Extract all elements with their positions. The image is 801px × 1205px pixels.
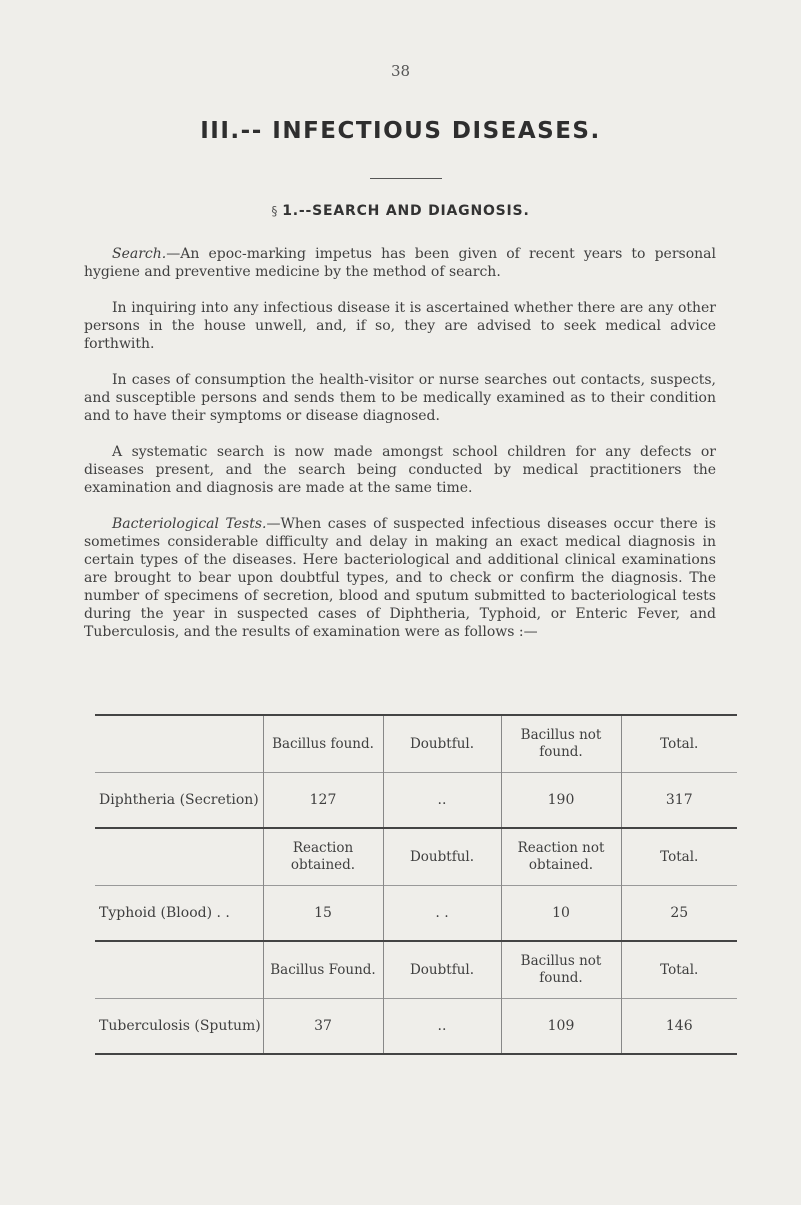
paragraph-text: In inquiring into any infectious disease it is ascertained whether there are any other persons in the house unwell, and, if so, they are advised to seek medical advice forthwith. <box>84 300 716 352</box>
header-cell: Doubtful. <box>383 828 501 886</box>
table-row <box>95 886 737 942</box>
table-header-row <box>95 941 737 999</box>
paragraph-lead: Search. <box>112 246 167 262</box>
table-cell: .. <box>383 999 501 1055</box>
table-header-row <box>95 715 737 773</box>
header-cell <box>95 715 263 773</box>
paragraph-bacteriological <box>84 515 716 641</box>
title-divider <box>370 178 442 179</box>
header-cell: Bacillus Found. <box>263 941 383 999</box>
table-cell: 190 <box>501 773 621 829</box>
table-row <box>95 773 737 829</box>
paragraph-text: —An epoc-marking impetus has been given of recent years to personal hygiene and preventive medicine by the method of search. <box>84 246 716 280</box>
table-cell: .. <box>383 773 501 829</box>
paragraph-text: A systematic search is now made amongst school children for any defects or diseases present, and the search being conducted by medical practitioners the examination and diagnosis are made at the same time. <box>84 444 716 496</box>
header-cell <box>95 941 263 999</box>
header-cell: Total. <box>621 715 737 773</box>
paragraph-search <box>84 245 716 281</box>
header-cell: Bacillus found. <box>263 715 383 773</box>
paragraph-inquiring <box>84 299 716 353</box>
header-cell: Reaction obtained. <box>263 828 383 886</box>
paragraph-school-search <box>84 443 716 497</box>
header-cell: Reaction not obtained. <box>501 828 621 886</box>
table-cell: . . <box>383 886 501 942</box>
paragraph-consumption <box>84 371 716 425</box>
paragraph-text: —When cases of suspected infectious diseases occur there is sometimes considerable difficulty and delay in making an exact medical diagnosis in certain types of the diseases. Here bacteriological and additional clinical examinations are brought to bear upon doubtful types, and to check or confirm the diagnosis. The number of specimens of secretion, blood and sputum submitted to bacteriological tests during the year in suspected cases of Diphtheria, Typhoid, or Enteric Fever, and Tuberculosis, and the results of examination were as follows :— <box>84 516 716 640</box>
row-label: Typhoid (Blood) . . <box>95 886 263 942</box>
chapter-title: III.-- INFECTIOUS DISEASES. <box>200 118 601 144</box>
header-cell: Bacillus not found. <box>501 941 621 999</box>
paragraph-text: In cases of consumption the health-visitor or nurse searches out contacts, suspects, and susceptible persons and sends them to be medically examined as to their condition and to have their symptoms or disease diagnosed. <box>84 372 716 424</box>
table-cell: 317 <box>621 773 737 829</box>
paragraph-lead: Bacteriological Tests. <box>112 516 267 532</box>
table-cell: 109 <box>501 999 621 1055</box>
header-cell: Doubtful. <box>383 715 501 773</box>
table-cell: 127 <box>263 773 383 829</box>
page-number: 38 <box>390 62 411 80</box>
row-label: Tuberculosis (Sputum) <box>95 999 263 1055</box>
table-row <box>95 999 737 1055</box>
section-title: 1.--SEARCH AND DIAGNOSIS. <box>282 203 530 219</box>
header-cell <box>95 828 263 886</box>
header-cell: Bacillus not found. <box>501 715 621 773</box>
table-cell: 25 <box>621 886 737 942</box>
table-cell: 15 <box>263 886 383 942</box>
header-cell: Total. <box>621 941 737 999</box>
section-symbol: § <box>271 204 279 218</box>
section-heading <box>0 203 801 219</box>
table-cell: 37 <box>263 999 383 1055</box>
row-label: Diphtheria (Secretion) <box>95 773 263 829</box>
body-text <box>84 245 716 659</box>
table-cell: 10 <box>501 886 621 942</box>
table-cell: 146 <box>621 999 737 1055</box>
header-cell: Doubtful. <box>383 941 501 999</box>
bacteriological-tests-table <box>95 714 737 1055</box>
table-header-row <box>95 828 737 886</box>
header-cell: Total. <box>621 828 737 886</box>
